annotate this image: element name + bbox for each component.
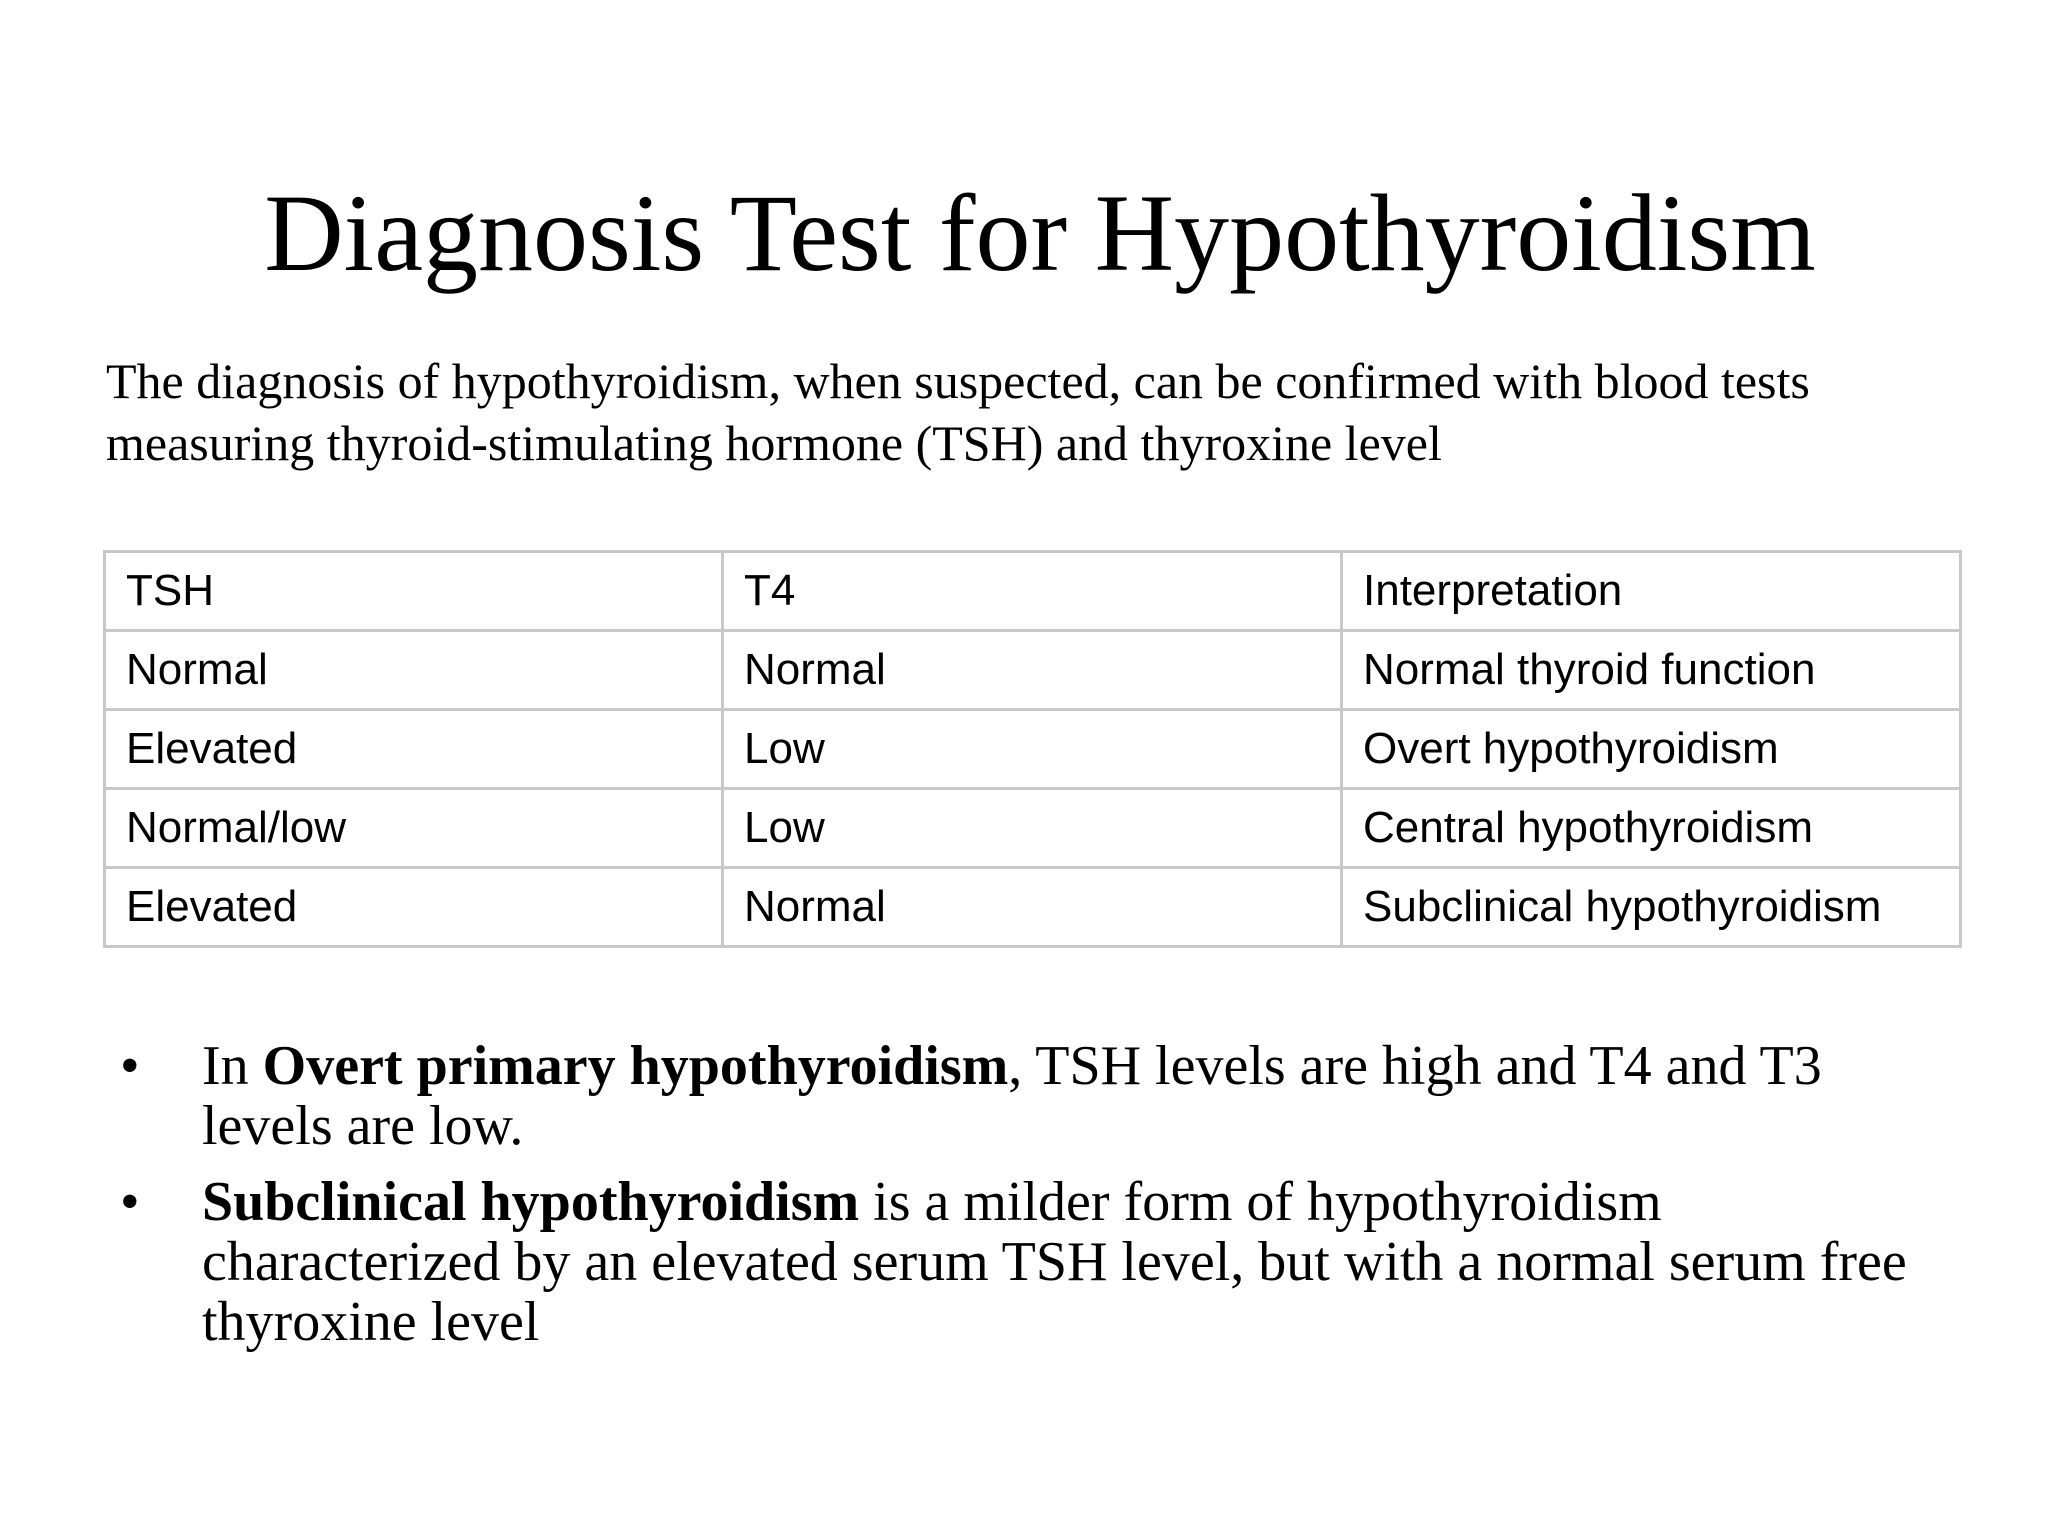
bullet-marker: • <box>120 1171 140 1233</box>
table-cell: Low <box>723 789 1342 868</box>
bullet-term: Subclinical hypothyroidism <box>202 1171 860 1233</box>
bullet-marker: • <box>120 1035 140 1097</box>
header-cell-t4: T4 <box>723 552 1342 631</box>
bullet-item-overt <box>120 1036 1960 1156</box>
bullet-term: Overt primary hypothyroidism <box>262 1035 1009 1097</box>
header-cell-tsh: TSH <box>105 552 723 631</box>
table-cell: Elevated <box>105 710 723 789</box>
diagnosis-table-container <box>103 550 1959 948</box>
table-cell: Normal <box>105 631 723 710</box>
table-cell: Subclinical hypothyroidism <box>1342 868 1961 947</box>
table-cell: Normal <box>723 631 1342 710</box>
table-cell: Low <box>723 710 1342 789</box>
bullet-item-subclinical <box>120 1172 1960 1352</box>
bullet-text: is a milder form of hypothyroidism characterized by an elevated serum TSH level, but with a normal serum free thyroxine level <box>202 1171 1907 1353</box>
bullet-list <box>120 1036 1960 1368</box>
header-cell-interpretation: Interpretation <box>1342 552 1961 631</box>
table-row <box>105 789 1961 868</box>
table-header-row <box>105 552 1961 631</box>
intro-paragraph: The diagnosis of hypothyroidism, when suspected, can be confirmed with blood tests measuring thyroid-stimulating hormone (TSH) and thyroxine level <box>106 353 1810 471</box>
table-cell: Normal/low <box>105 789 723 868</box>
bullet-text: , TSH levels are high and T4 and T3 levels are low. <box>202 1035 1822 1157</box>
diagnosis-table <box>103 550 1962 948</box>
bullet-prefix: In <box>202 1035 263 1097</box>
table-row <box>105 868 1961 947</box>
table-cell: Elevated <box>105 868 723 947</box>
table-cell: Normal thyroid function <box>1342 631 1961 710</box>
slide-title: Diagnosis Test for Hypothyroidism <box>264 172 1816 294</box>
table-cell: Central hypothyroidism <box>1342 789 1961 868</box>
table-row <box>105 710 1961 789</box>
table-row <box>105 631 1961 710</box>
table-cell: Normal <box>723 868 1342 947</box>
table-cell: Overt hypothyroidism <box>1342 710 1961 789</box>
